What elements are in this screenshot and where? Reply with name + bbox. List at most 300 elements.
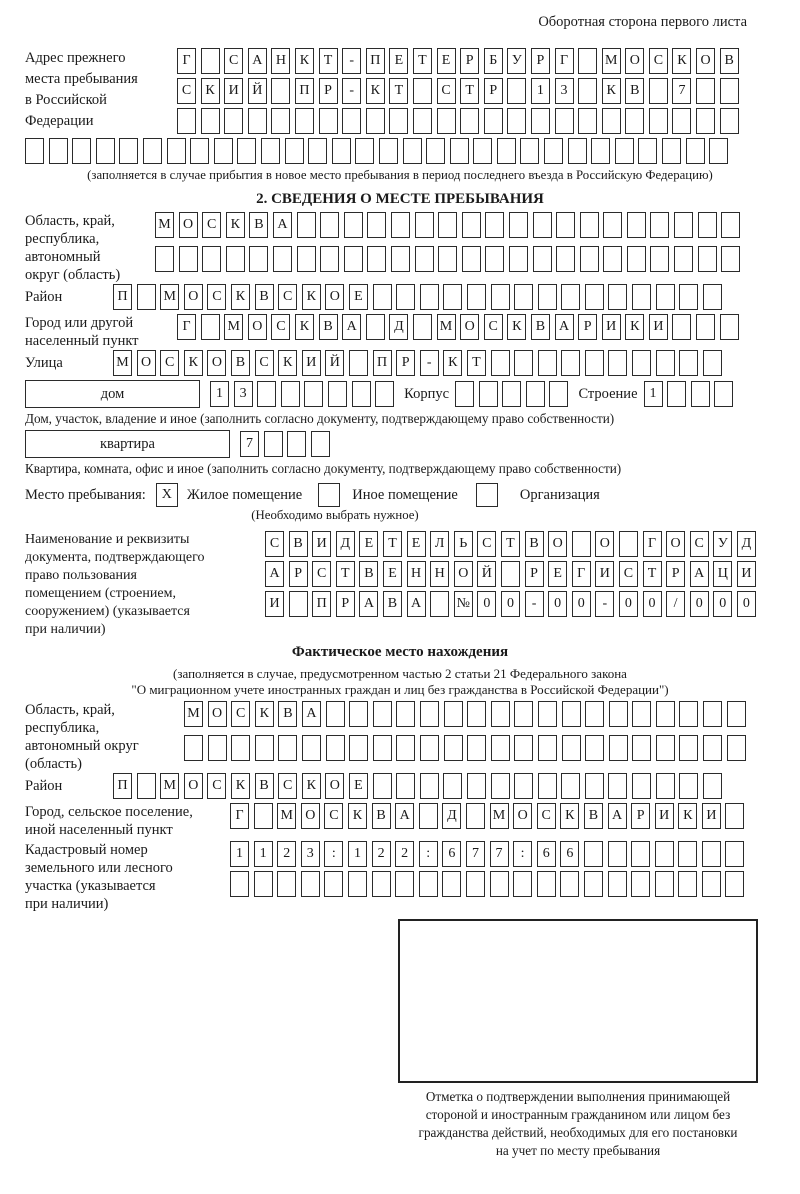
char-box[interactable] (249, 246, 268, 272)
char-box[interactable]: О (454, 561, 473, 587)
char-box[interactable]: К (184, 350, 203, 376)
char-box[interactable]: М (184, 701, 203, 727)
char-box[interactable]: О (696, 48, 715, 74)
char-box[interactable]: 1 (531, 78, 550, 104)
char-box[interactable] (466, 871, 485, 897)
char-box[interactable] (467, 284, 486, 310)
char-box[interactable] (96, 138, 115, 164)
char-box[interactable] (609, 701, 628, 727)
char-box[interactable] (281, 381, 300, 407)
char-box[interactable] (578, 48, 597, 74)
char-box[interactable] (656, 350, 675, 376)
char-box[interactable]: П (312, 591, 331, 617)
char-box[interactable] (450, 138, 469, 164)
char-box[interactable] (444, 701, 463, 727)
char-box[interactable]: Е (383, 561, 402, 587)
char-box[interactable] (375, 381, 394, 407)
char-box[interactable]: П (373, 350, 392, 376)
char-box[interactable] (608, 284, 627, 310)
char-box[interactable]: Р (531, 48, 550, 74)
char-box[interactable]: 7 (490, 841, 509, 867)
char-box[interactable] (608, 871, 627, 897)
char-box[interactable]: М (160, 284, 179, 310)
char-box[interactable]: Д (336, 531, 355, 557)
char-box[interactable]: К (302, 773, 321, 799)
char-box[interactable] (656, 701, 675, 727)
char-box[interactable]: Т (389, 78, 408, 104)
char-box[interactable] (650, 212, 669, 238)
char-box[interactable] (467, 773, 486, 799)
char-box[interactable] (311, 431, 330, 457)
char-box[interactable]: Е (548, 561, 567, 587)
char-box[interactable] (549, 381, 568, 407)
char-box[interactable]: Е (349, 284, 368, 310)
char-box[interactable] (320, 246, 339, 272)
char-box[interactable]: Т (643, 561, 662, 587)
char-box[interactable]: А (690, 561, 709, 587)
checkbox-organization[interactable] (476, 483, 498, 507)
char-box[interactable]: 0 (643, 591, 662, 617)
char-box[interactable] (419, 871, 438, 897)
char-box[interactable] (627, 212, 646, 238)
char-box[interactable] (344, 212, 363, 238)
char-box[interactable]: Й (248, 78, 267, 104)
char-box[interactable]: 7 (240, 431, 259, 457)
char-box[interactable]: И (737, 561, 756, 587)
char-box[interactable] (396, 284, 415, 310)
char-box[interactable]: 0 (477, 591, 496, 617)
char-box[interactable] (391, 246, 410, 272)
char-box[interactable] (501, 561, 520, 587)
char-box[interactable] (490, 871, 509, 897)
char-box[interactable]: И (224, 78, 243, 104)
char-box[interactable]: / (666, 591, 685, 617)
char-box[interactable]: Т (467, 350, 486, 376)
char-box[interactable] (366, 314, 385, 340)
char-box[interactable]: М (160, 773, 179, 799)
char-box[interactable] (578, 78, 597, 104)
char-box[interactable] (202, 246, 221, 272)
char-box[interactable] (703, 773, 722, 799)
char-box[interactable] (650, 246, 669, 272)
char-box[interactable]: 0 (690, 591, 709, 617)
char-box[interactable] (485, 212, 504, 238)
char-box[interactable] (430, 591, 449, 617)
char-box[interactable]: 2 (277, 841, 296, 867)
char-box[interactable]: У (507, 48, 526, 74)
char-box[interactable]: Д (737, 531, 756, 557)
char-box[interactable]: М (155, 212, 174, 238)
char-box[interactable] (302, 735, 321, 761)
char-box[interactable]: Д (389, 314, 408, 340)
char-box[interactable]: № (454, 591, 473, 617)
char-box[interactable] (355, 138, 374, 164)
char-box[interactable] (479, 381, 498, 407)
char-box[interactable]: Е (359, 531, 378, 557)
char-box[interactable]: Р (631, 803, 650, 829)
char-box[interactable] (201, 314, 220, 340)
char-box[interactable]: Л (430, 531, 449, 557)
char-box[interactable] (237, 138, 256, 164)
char-box[interactable] (373, 773, 392, 799)
char-box[interactable] (420, 284, 439, 310)
char-box[interactable]: С (177, 78, 196, 104)
char-box[interactable] (649, 78, 668, 104)
char-box[interactable] (679, 773, 698, 799)
char-box[interactable] (415, 212, 434, 238)
char-box[interactable] (308, 138, 327, 164)
char-box[interactable]: Е (389, 48, 408, 74)
char-box[interactable] (727, 735, 746, 761)
char-box[interactable]: В (372, 803, 391, 829)
char-box[interactable]: А (407, 591, 426, 617)
char-box[interactable]: К (443, 350, 462, 376)
char-box[interactable] (509, 246, 528, 272)
char-box[interactable] (585, 735, 604, 761)
char-box[interactable] (320, 212, 339, 238)
char-box[interactable]: А (302, 701, 321, 727)
char-box[interactable] (584, 841, 603, 867)
char-box[interactable]: О (325, 284, 344, 310)
char-box[interactable]: - (342, 78, 361, 104)
char-box[interactable] (367, 212, 386, 238)
char-box[interactable]: Е (349, 773, 368, 799)
char-box[interactable] (580, 246, 599, 272)
char-box[interactable]: О (625, 48, 644, 74)
char-box[interactable] (691, 381, 710, 407)
char-box[interactable] (420, 773, 439, 799)
char-box[interactable]: 2 (372, 841, 391, 867)
char-box[interactable]: К (602, 78, 621, 104)
char-box[interactable]: 6 (537, 841, 556, 867)
char-box[interactable] (271, 78, 290, 104)
char-box[interactable]: О (666, 531, 685, 557)
char-box[interactable]: С (278, 773, 297, 799)
char-box[interactable]: В (584, 803, 603, 829)
char-box[interactable] (696, 108, 715, 134)
char-box[interactable] (467, 701, 486, 727)
char-box[interactable] (655, 841, 674, 867)
char-box[interactable] (25, 138, 44, 164)
char-box[interactable] (698, 246, 717, 272)
char-box[interactable] (585, 773, 604, 799)
char-box[interactable]: И (602, 314, 621, 340)
char-box[interactable]: П (113, 284, 132, 310)
char-box[interactable] (562, 735, 581, 761)
char-box[interactable]: Р (484, 78, 503, 104)
char-box[interactable]: Т (336, 561, 355, 587)
char-box[interactable]: 6 (560, 841, 579, 867)
char-box[interactable] (679, 350, 698, 376)
char-box[interactable]: И (312, 531, 331, 557)
house-type-box[interactable]: дом (25, 380, 200, 408)
char-box[interactable] (632, 735, 651, 761)
char-box[interactable]: Й (325, 350, 344, 376)
char-box[interactable] (301, 871, 320, 897)
char-box[interactable] (248, 108, 267, 134)
char-box[interactable] (119, 138, 138, 164)
char-box[interactable]: П (113, 773, 132, 799)
char-box[interactable]: 1 (348, 841, 367, 867)
char-box[interactable] (349, 735, 368, 761)
char-box[interactable] (491, 773, 510, 799)
char-box[interactable]: Р (336, 591, 355, 617)
char-box[interactable] (537, 871, 556, 897)
char-box[interactable]: А (273, 212, 292, 238)
char-box[interactable] (473, 138, 492, 164)
char-box[interactable] (420, 735, 439, 761)
char-box[interactable]: К (302, 284, 321, 310)
char-box[interactable] (230, 871, 249, 897)
char-box[interactable] (544, 138, 563, 164)
char-box[interactable] (455, 381, 474, 407)
char-box[interactable] (462, 212, 481, 238)
char-box[interactable] (702, 871, 721, 897)
char-box[interactable] (278, 735, 297, 761)
char-box[interactable] (538, 773, 557, 799)
char-box[interactable] (674, 246, 693, 272)
char-box[interactable] (415, 246, 434, 272)
char-box[interactable] (167, 138, 186, 164)
char-box[interactable]: 1 (644, 381, 663, 407)
char-box[interactable]: В (319, 314, 338, 340)
char-box[interactable] (656, 773, 675, 799)
char-box[interactable]: С (477, 531, 496, 557)
char-box[interactable] (413, 314, 432, 340)
char-box[interactable]: С (619, 561, 638, 587)
char-box[interactable]: А (608, 803, 627, 829)
char-box[interactable]: Р (289, 561, 308, 587)
char-box[interactable] (720, 314, 739, 340)
char-box[interactable]: С (207, 773, 226, 799)
char-box[interactable] (497, 138, 516, 164)
char-box[interactable] (603, 212, 622, 238)
char-box[interactable] (678, 841, 697, 867)
char-box[interactable] (727, 701, 746, 727)
char-box[interactable] (555, 108, 574, 134)
char-box[interactable] (297, 246, 316, 272)
char-box[interactable]: С (202, 212, 221, 238)
char-box[interactable] (342, 108, 361, 134)
char-box[interactable] (507, 108, 526, 134)
char-box[interactable] (443, 284, 462, 310)
char-box[interactable]: 1 (210, 381, 229, 407)
char-box[interactable]: В (255, 284, 274, 310)
char-box[interactable]: В (525, 531, 544, 557)
char-box[interactable] (585, 284, 604, 310)
char-box[interactable] (538, 350, 557, 376)
char-box[interactable]: М (277, 803, 296, 829)
char-box[interactable] (261, 138, 280, 164)
char-box[interactable]: К (507, 314, 526, 340)
char-box[interactable]: : (419, 841, 438, 867)
char-box[interactable] (561, 284, 580, 310)
char-box[interactable] (396, 701, 415, 727)
char-box[interactable] (466, 803, 485, 829)
char-box[interactable]: С (278, 284, 297, 310)
char-box[interactable] (667, 381, 686, 407)
char-box[interactable]: Г (643, 531, 662, 557)
char-box[interactable]: В (383, 591, 402, 617)
char-box[interactable]: К (295, 314, 314, 340)
char-box[interactable]: С (649, 48, 668, 74)
char-box[interactable]: 7 (466, 841, 485, 867)
char-box[interactable] (561, 350, 580, 376)
char-box[interactable] (560, 871, 579, 897)
char-box[interactable] (257, 381, 276, 407)
char-box[interactable] (403, 138, 422, 164)
char-box[interactable]: А (395, 803, 414, 829)
char-box[interactable]: О (207, 350, 226, 376)
char-box[interactable] (201, 108, 220, 134)
char-box[interactable] (372, 871, 391, 897)
char-box[interactable] (379, 138, 398, 164)
char-box[interactable]: Б (484, 48, 503, 74)
char-box[interactable]: К (366, 78, 385, 104)
char-box[interactable]: А (359, 591, 378, 617)
char-box[interactable] (367, 246, 386, 272)
char-box[interactable]: Р (319, 78, 338, 104)
char-box[interactable] (491, 284, 510, 310)
char-box[interactable] (72, 138, 91, 164)
char-box[interactable]: А (342, 314, 361, 340)
char-box[interactable]: С (160, 350, 179, 376)
char-box[interactable]: : (324, 841, 343, 867)
char-box[interactable]: Н (407, 561, 426, 587)
char-box[interactable] (725, 841, 744, 867)
char-box[interactable] (568, 138, 587, 164)
char-box[interactable]: К (231, 284, 250, 310)
char-box[interactable]: В (278, 701, 297, 727)
char-box[interactable] (264, 431, 283, 457)
char-box[interactable] (467, 735, 486, 761)
char-box[interactable] (627, 246, 646, 272)
char-box[interactable] (720, 78, 739, 104)
char-box[interactable] (514, 701, 533, 727)
checkbox-dwelling[interactable]: X (156, 483, 178, 507)
char-box[interactable]: 0 (713, 591, 732, 617)
char-box[interactable] (289, 591, 308, 617)
char-box[interactable] (533, 246, 552, 272)
char-box[interactable]: Р (460, 48, 479, 74)
char-box[interactable] (696, 314, 715, 340)
char-box[interactable] (562, 701, 581, 727)
char-box[interactable] (226, 246, 245, 272)
char-box[interactable]: В (289, 531, 308, 557)
char-box[interactable]: Д (442, 803, 461, 829)
char-box[interactable] (208, 735, 227, 761)
char-box[interactable]: 1 (230, 841, 249, 867)
char-box[interactable]: М (437, 314, 456, 340)
char-box[interactable] (214, 138, 233, 164)
char-box[interactable]: М (224, 314, 243, 340)
char-box[interactable]: И (595, 561, 614, 587)
char-box[interactable] (49, 138, 68, 164)
char-box[interactable]: О (208, 701, 227, 727)
char-box[interactable]: С (324, 803, 343, 829)
char-box[interactable]: П (366, 48, 385, 74)
char-box[interactable]: О (184, 773, 203, 799)
char-box[interactable] (609, 735, 628, 761)
char-box[interactable] (177, 108, 196, 134)
char-box[interactable] (514, 735, 533, 761)
char-box[interactable]: К (560, 803, 579, 829)
char-box[interactable]: К (231, 773, 250, 799)
char-box[interactable] (526, 381, 545, 407)
char-box[interactable] (538, 701, 557, 727)
char-box[interactable]: - (420, 350, 439, 376)
char-box[interactable]: К (348, 803, 367, 829)
char-box[interactable] (507, 78, 526, 104)
char-box[interactable]: Г (572, 561, 591, 587)
char-box[interactable]: 0 (619, 591, 638, 617)
char-box[interactable] (591, 138, 610, 164)
char-box[interactable]: О (184, 284, 203, 310)
char-box[interactable] (602, 108, 621, 134)
char-box[interactable] (277, 871, 296, 897)
char-box[interactable] (273, 246, 292, 272)
char-box[interactable] (437, 108, 456, 134)
char-box[interactable] (366, 108, 385, 134)
char-box[interactable]: М (490, 803, 509, 829)
char-box[interactable]: Т (319, 48, 338, 74)
char-box[interactable]: 7 (672, 78, 691, 104)
char-box[interactable] (672, 108, 691, 134)
char-box[interactable] (721, 212, 740, 238)
char-box[interactable] (332, 138, 351, 164)
char-box[interactable] (373, 735, 392, 761)
char-box[interactable]: Г (177, 48, 196, 74)
char-box[interactable] (585, 350, 604, 376)
char-box[interactable] (632, 284, 651, 310)
char-box[interactable] (649, 108, 668, 134)
char-box[interactable] (254, 803, 273, 829)
char-box[interactable] (632, 350, 651, 376)
char-box[interactable] (491, 701, 510, 727)
char-box[interactable] (143, 138, 162, 164)
char-box[interactable] (419, 803, 438, 829)
char-box[interactable] (678, 871, 697, 897)
checkbox-other-premises[interactable] (318, 483, 340, 507)
char-box[interactable] (703, 735, 722, 761)
char-box[interactable]: С (224, 48, 243, 74)
char-box[interactable]: - (595, 591, 614, 617)
char-box[interactable]: С (231, 701, 250, 727)
char-box[interactable] (679, 284, 698, 310)
char-box[interactable] (344, 246, 363, 272)
char-box[interactable] (413, 108, 432, 134)
char-box[interactable]: К (625, 314, 644, 340)
char-box[interactable]: С (537, 803, 556, 829)
char-box[interactable] (155, 246, 174, 272)
char-box[interactable] (137, 773, 156, 799)
char-box[interactable]: С (690, 531, 709, 557)
char-box[interactable] (638, 138, 657, 164)
char-box[interactable] (584, 871, 603, 897)
char-box[interactable] (578, 108, 597, 134)
char-box[interactable] (656, 284, 675, 310)
char-box[interactable]: - (525, 591, 544, 617)
char-box[interactable] (184, 735, 203, 761)
char-box[interactable]: К (278, 350, 297, 376)
char-box[interactable]: В (249, 212, 268, 238)
char-box[interactable]: А (265, 561, 284, 587)
apartment-type-box[interactable]: квартира (25, 430, 230, 458)
char-box[interactable] (373, 284, 392, 310)
char-box[interactable] (662, 138, 681, 164)
char-box[interactable] (672, 314, 691, 340)
char-box[interactable] (585, 701, 604, 727)
